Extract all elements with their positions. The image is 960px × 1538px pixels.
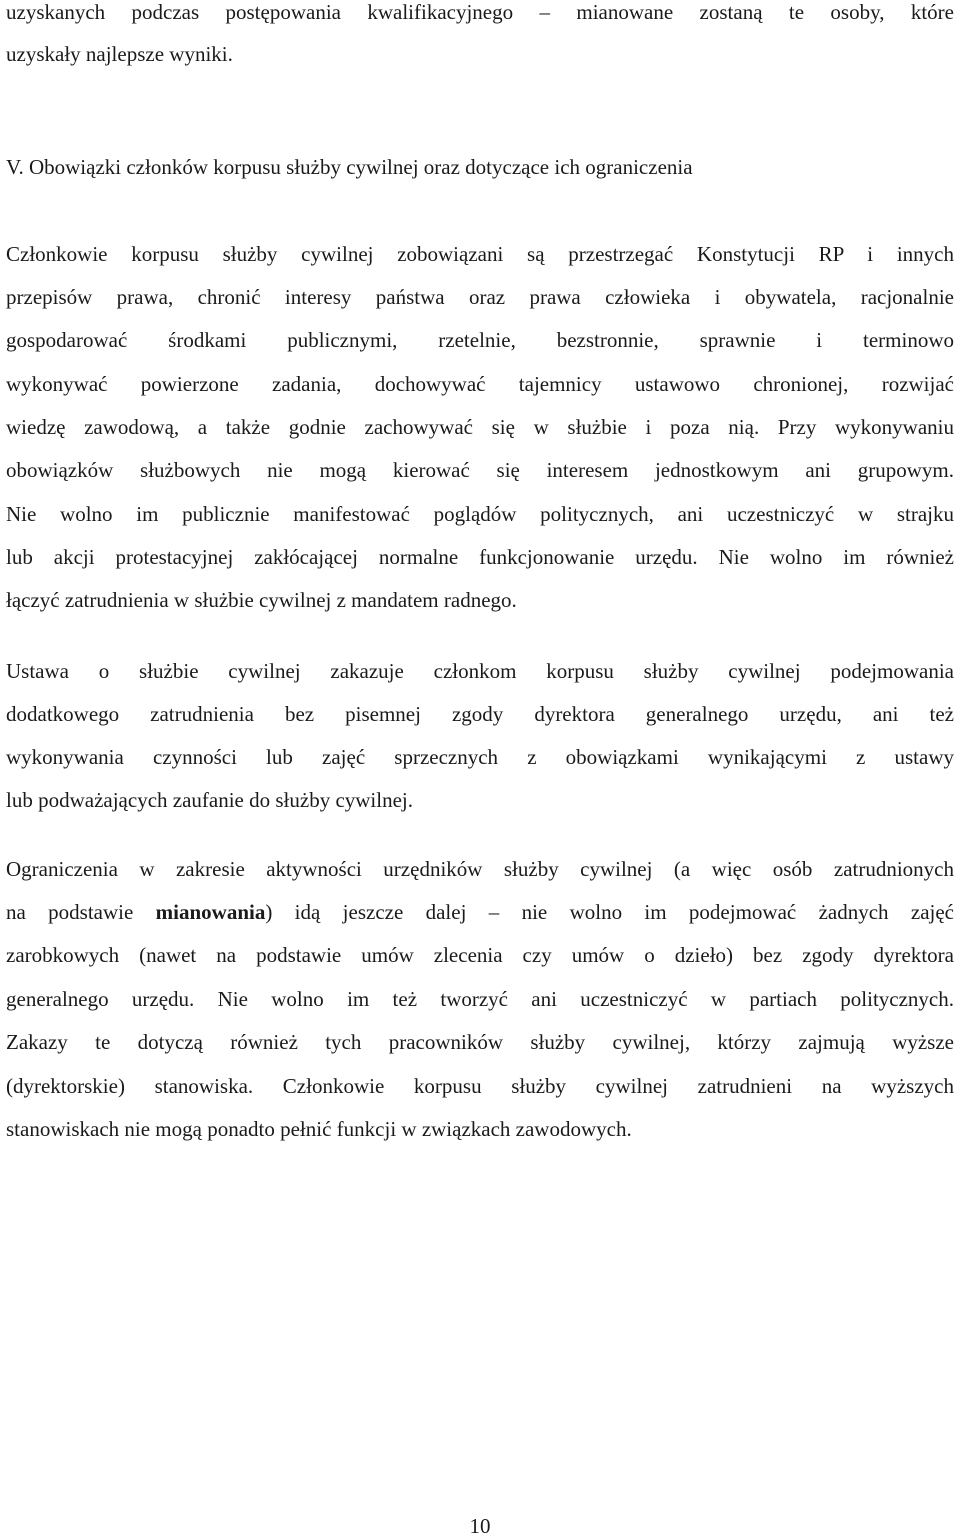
continuation-line-2: uzyskały najlepsze wyniki. <box>6 42 233 66</box>
paragraph1-line: wiedzę zawodową, a także godnie zachowywać się w służbie i poza nią. Przy wykonywaniu <box>6 415 954 439</box>
paragraph3-line: generalnego urzędu. Nie wolno im też tworzyć ani uczestniczyć w partiach politycznych. <box>6 987 954 1011</box>
paragraph1-line: Nie wolno im publicznie manifestować poglądów politycznych, ani uczestniczyć w strajku <box>6 502 954 526</box>
paragraph3-line: Ograniczenia w zakresie aktywności urzędników służby cywilnej (a więc osób zatrudnionych <box>6 857 954 881</box>
paragraph1-line: gospodarować środkami publicznymi, rzetelnie, bezstronnie, sprawnie i terminowo <box>6 328 954 352</box>
paragraph2-line: Ustawa o służbie cywilnej zakazuje członkom korpusu służby cywilnej podejmowania <box>6 659 954 683</box>
paragraph2-line: dodatkowego zatrudnienia bez pisemnej zgody dyrektora generalnego urzędu, ani też <box>6 702 954 726</box>
continuation-line-1: uzyskanych podczas postępowania kwalifikacyjnego – mianowane zostaną te osoby, które <box>6 0 954 24</box>
section-heading: V. Obowiązki członków korpusu służby cywilnej oraz dotyczące ich ograniczenia <box>6 155 693 179</box>
bold-term-mianowania: mianowania <box>155 900 266 924</box>
paragraph2-line: lub podważających zaufanie do służby cywilnej. <box>6 788 414 812</box>
paragraph3-line: zarobkowych (nawet na podstawie umów zlecenia czy umów o dzieło) bez zgody dyrektora <box>6 943 954 967</box>
paragraph1-line: obowiązków służbowych nie mogą kierować się interesem jednostkowym ani grupowym. <box>6 458 954 482</box>
paragraph1-line: przepisów prawa, chronić interesy państwa oraz prawa człowieka i obywatela, racjonalnie <box>6 285 954 309</box>
paragraph3-line: (dyrektorskie) stanowiska. Członkowie korpusu służby cywilnej zatrudnieni na wyższych <box>6 1074 954 1098</box>
paragraph3-text: ) idą jeszcze dalej – nie wolno im podejmować żadnych zajęć <box>265 900 954 924</box>
paragraph3-line: Zakazy te dotyczą również tych pracowników służby cywilnej, którzy zajmują wyższe <box>6 1030 954 1054</box>
paragraph1-line: Członkowie korpusu służby cywilnej zobowiązani są przestrzegać Konstytucji RP i innych <box>6 242 954 266</box>
paragraph3-text: na podstawie <box>6 900 156 924</box>
paragraph1-line: łączyć zatrudnienia w służbie cywilnej z mandatem radnego. <box>6 588 517 612</box>
page-number: 10 <box>469 1514 491 1538</box>
paragraph2-line: wykonywania czynności lub zajęć sprzecznych z obowiązkami wynikającymi z ustawy <box>6 745 954 769</box>
paragraph1-line: lub akcji protestacyjnej zakłócającej normalne funkcjonowanie urzędu. Nie wolno im również <box>6 545 954 569</box>
paragraph3-line <box>6 900 954 924</box>
paragraph1-line: wykonywać powierzone zadania, dochowywać tajemnicy ustawowo chronionej, rozwijać <box>6 372 954 396</box>
paragraph3-line: stanowiskach nie mogą ponadto pełnić funkcji w związkach zawodowych. <box>6 1117 632 1141</box>
